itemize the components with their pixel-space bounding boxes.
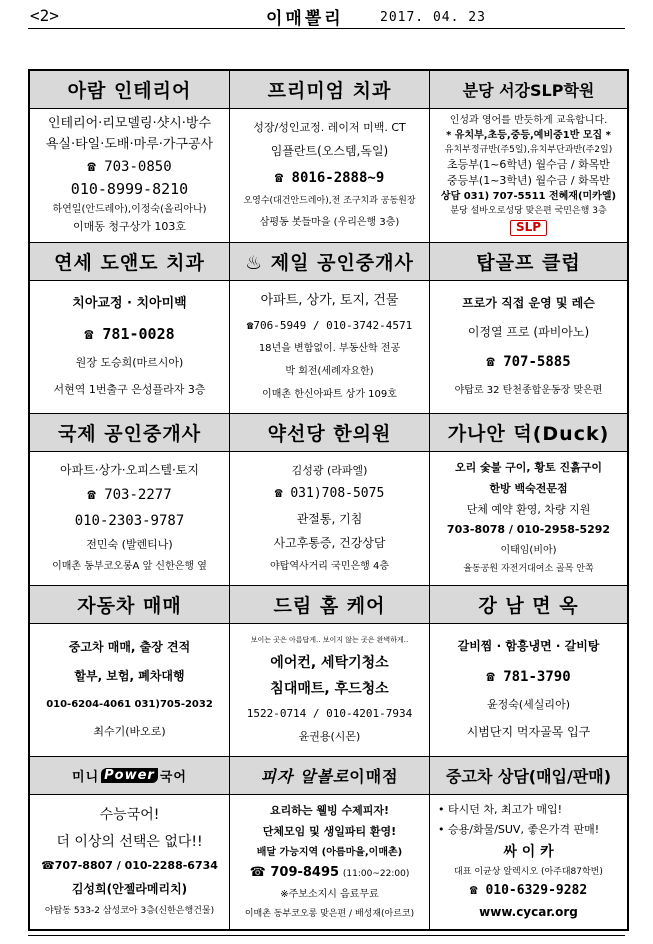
logo-mini-text: 미니 [72, 770, 100, 786]
ad-yonsei-dental [30, 243, 230, 415]
ad-line: 중등부(1~3학년) 월수금 / 화목반 [447, 173, 610, 187]
ad-line: 할부, 보험, 폐차대행 [74, 669, 185, 684]
ad-address: 야탑동 533-2 삼성코아 3층(신한은행건물) [44, 906, 215, 917]
ad-line: 유치부정규반(주5일),유치부단과반(주2일) [444, 144, 613, 155]
ad-title: 강 남 면 옥 [430, 586, 627, 624]
ad-line: 초등부(1~6학년) 월수금 / 화목반 [447, 157, 610, 171]
ad-canaan-duck [430, 414, 627, 586]
ad-hours: (11:00~22:00) [342, 869, 410, 880]
slp-logo-icon: SLP [510, 220, 547, 236]
page-header [28, 4, 625, 30]
ad-line: 에어컨, 세탁기청소 [270, 654, 389, 671]
ad-line: 아파트, 상가, 토지, 건물 [260, 292, 399, 308]
ad-line: 더 이상의 선택은 없다!! [56, 833, 203, 850]
ad-phone: ☎ 781-3790 [486, 668, 571, 685]
footer-rule [28, 935, 625, 936]
ad-line: ※주보소지시 음료무료 [280, 889, 379, 901]
ad-phone: 010-6204-4061 031)705-2032 [46, 699, 213, 711]
ad-line: • 타시던 차, 최고가 매입! [438, 803, 563, 817]
ad-line: • 승용/화물/SUV, 좋은가격 판매! [438, 823, 600, 837]
ad-pizza-alvolo [230, 757, 430, 929]
ad-phone: ☎ 8016-2888~9 [274, 169, 385, 186]
ad-line: 김성희(안젤라메리치) [71, 881, 188, 896]
ad-line: * 유치부,초등,중등,예비중1반 모집 * [446, 129, 611, 141]
ad-dream-home-care [230, 586, 430, 758]
ad-address: 율동공원 자전거대여소 골목 안쪽 [463, 564, 594, 575]
ad-title: 분당 서강SLP학원 [430, 71, 627, 109]
ad-line: 수능국어! [99, 807, 160, 824]
ad-website-link[interactable]: www.cycar.org [479, 905, 578, 920]
ad-line: 인성과 영어를 반듯하게 교육합니다. [449, 114, 608, 126]
header-rule [28, 28, 625, 29]
ad-title: 가나안 덕(Duck) [430, 414, 627, 452]
ad-address: 이매동 청구상가 103호 [73, 220, 186, 234]
ad-title: 국제 공인중개사 [30, 414, 229, 452]
ad-line: 윤권용(시몬) [298, 730, 361, 744]
ad-gangnam-myeonok [430, 586, 627, 758]
ad-line: 프로가 직접 운영 및 레슨 [462, 296, 595, 311]
ad-premium-dental [230, 71, 430, 243]
ad-mini-power-korean [30, 757, 230, 929]
ad-gukje-realty [30, 414, 230, 586]
mini-power-logo [72, 766, 187, 785]
ad-phone: ☎ 707-5885 [486, 354, 571, 371]
ad-address: 이매촌 동부코오롱 맞은편 / 배성재(아르코) [244, 908, 415, 919]
ad-line: 요리하는 웰빙 수제피자! [270, 804, 389, 818]
ad-address: 분당 설바오로성당 맞은편 국민은행 3층 [450, 206, 607, 217]
ad-line: 성장/성인교정. 레이저 미백. CT [253, 120, 406, 134]
ad-line: 18년을 변함없이. 부동산학 전공 [258, 343, 401, 355]
ad-title: 아람 인테리어 [30, 71, 229, 109]
ad-line: 단체모임 및 생일파티 환영! [262, 825, 397, 839]
ad-title: ♨ 제일 공인중개사 [230, 243, 429, 281]
ad-phone: 010-2303-9787 [74, 513, 185, 530]
ad-address: 서현역 1번출구 은성플라자 3층 [53, 383, 206, 397]
page-title: 이매뽈리 [266, 9, 344, 29]
ad-phone: 010-8999-8210 [70, 179, 189, 198]
ad-line: 보이는 곳은 아름답게.. 보이지 않는 곳은 완벽하게.. [250, 636, 409, 645]
ad-phone: 703-8078 / 010-2958-5292 [446, 523, 611, 537]
ad-title-italic: 피자 알볼로 [260, 767, 350, 787]
ad-title: 연세 도앤도 치과 [30, 243, 229, 281]
ad-line: 박 회전(세례자요한) [285, 365, 374, 377]
ad-line: 오영수(대건안드레아),전 조구치과 공동원장 [243, 196, 416, 207]
ad-phone: ☎ 781-0028 [84, 324, 175, 343]
ad-phone: ☎ 031)708-5075 [274, 486, 385, 502]
ad-line: 윤정숙(세실리아) [487, 698, 570, 712]
ad-line: 하연일(안드레아),이정숙(올리아나) [52, 203, 207, 215]
ad-line: 배달 가능지역 (아름마을,이매촌) [256, 846, 403, 858]
ad-line: 침대매트, 후드청소 [270, 681, 389, 698]
page-number: <2> [30, 6, 59, 25]
ad-line: 인테리어·리모델링·샷시·방수 [47, 115, 212, 131]
ad-line: 사고후통증, 건강상담 [273, 535, 386, 550]
ad-title: 자동차 매매 [30, 586, 229, 624]
ad-title: 탑골프 클럽 [430, 243, 627, 281]
ad-phone: ☎ 709-8495 [249, 865, 340, 881]
ad-line: 중고차 매매, 출장 견적 [68, 640, 191, 655]
ad-line: 임플란트(오스템,독일) [270, 144, 389, 159]
ad-title: 약선당 한의원 [230, 414, 429, 452]
ad-line: 한방 백숙전문점 [489, 481, 568, 495]
ad-line: 전민숙 (발렌티나) [86, 538, 173, 552]
ad-line: 대표 이균상 알렉시오 (아주대87학번) [454, 866, 603, 877]
ad-line: 관절통, 기침 [296, 511, 363, 526]
ad-title [230, 757, 429, 795]
ad-line: 이정열 프로 (파비아노) [467, 324, 590, 339]
ad-phone: ☎707-8807 / 010-2288-6734 [41, 858, 218, 872]
ad-phone: ☎706-5949 / 010-3742-4571 [246, 318, 413, 332]
ad-address: 이매촌 한신아파트 상가 109호 [262, 388, 397, 400]
ad-line: 오리 숯불 구이, 황토 진흙구이 [454, 461, 602, 475]
ad-car-trading [30, 586, 230, 758]
ad-phone: ☎ 010-6329-9282 [469, 883, 588, 899]
ad-title: 드림 홈 케어 [230, 586, 429, 624]
ad-title: 프리미엄 치과 [230, 71, 429, 109]
issue-date: 2017. 04. 23 [380, 10, 486, 25]
ad-aram-interior [30, 71, 230, 243]
ad-yakseondang-clinic [230, 414, 430, 586]
ad-address: 삼평동 봇들마을 (우리은행 3층) [259, 217, 400, 229]
ad-phone: ☎ 703-2277 [87, 487, 172, 504]
ad-title: 중고차 상담(매입/판매) [430, 757, 627, 795]
logo-korean-text: 국어 [159, 770, 187, 786]
ad-sogang-slp [430, 71, 627, 243]
ad-phone: 1522-0714 / 010-4201-7934 [246, 707, 413, 721]
ad-grid [28, 69, 629, 931]
logo-power-text: Power [101, 768, 158, 783]
ad-address: 이매촌 동부코오롱A 앞 신한은행 옆 [52, 561, 207, 573]
ad-brand: 싸 이 카 [503, 843, 554, 860]
ad-line: 아파트·상가·오피스텔·토지 [60, 462, 199, 477]
ad-line: 갈비찜 · 함흥냉면 · 갈비탕 [457, 639, 600, 654]
ad-jeil-realty [230, 243, 430, 415]
ad-line: 김성광 (라파엘) [291, 463, 368, 477]
ad-phone: ☎ 703-0850 [87, 158, 172, 175]
ad-line: 이태임(비아) [500, 544, 557, 556]
ad-cycar [430, 757, 627, 929]
ad-title [30, 757, 229, 795]
ad-address: 야탑역사거리 국민은행 4층 [270, 560, 389, 572]
ad-line: 최수기(바오로) [93, 725, 166, 739]
ad-line: 치아교정 · 치아미백 [72, 295, 187, 311]
ad-address: 시범단지 먹자골목 입구 [466, 725, 591, 740]
ad-line: 단체 예약 환영, 차량 지원 [466, 502, 591, 516]
ad-line: 욕실·타일·도배·마루·가구공사 [45, 136, 214, 152]
ad-title-rest: 이매점 [349, 767, 399, 787]
ad-top-golf [430, 243, 627, 415]
ad-line: 원장 도승희(마르시아) [75, 356, 184, 370]
ad-phone: 상담 031) 707-5511 전혜재(미카엘) [440, 191, 617, 203]
ad-address: 야탑로 32 탄천종합운동장 맞은편 [454, 384, 603, 396]
